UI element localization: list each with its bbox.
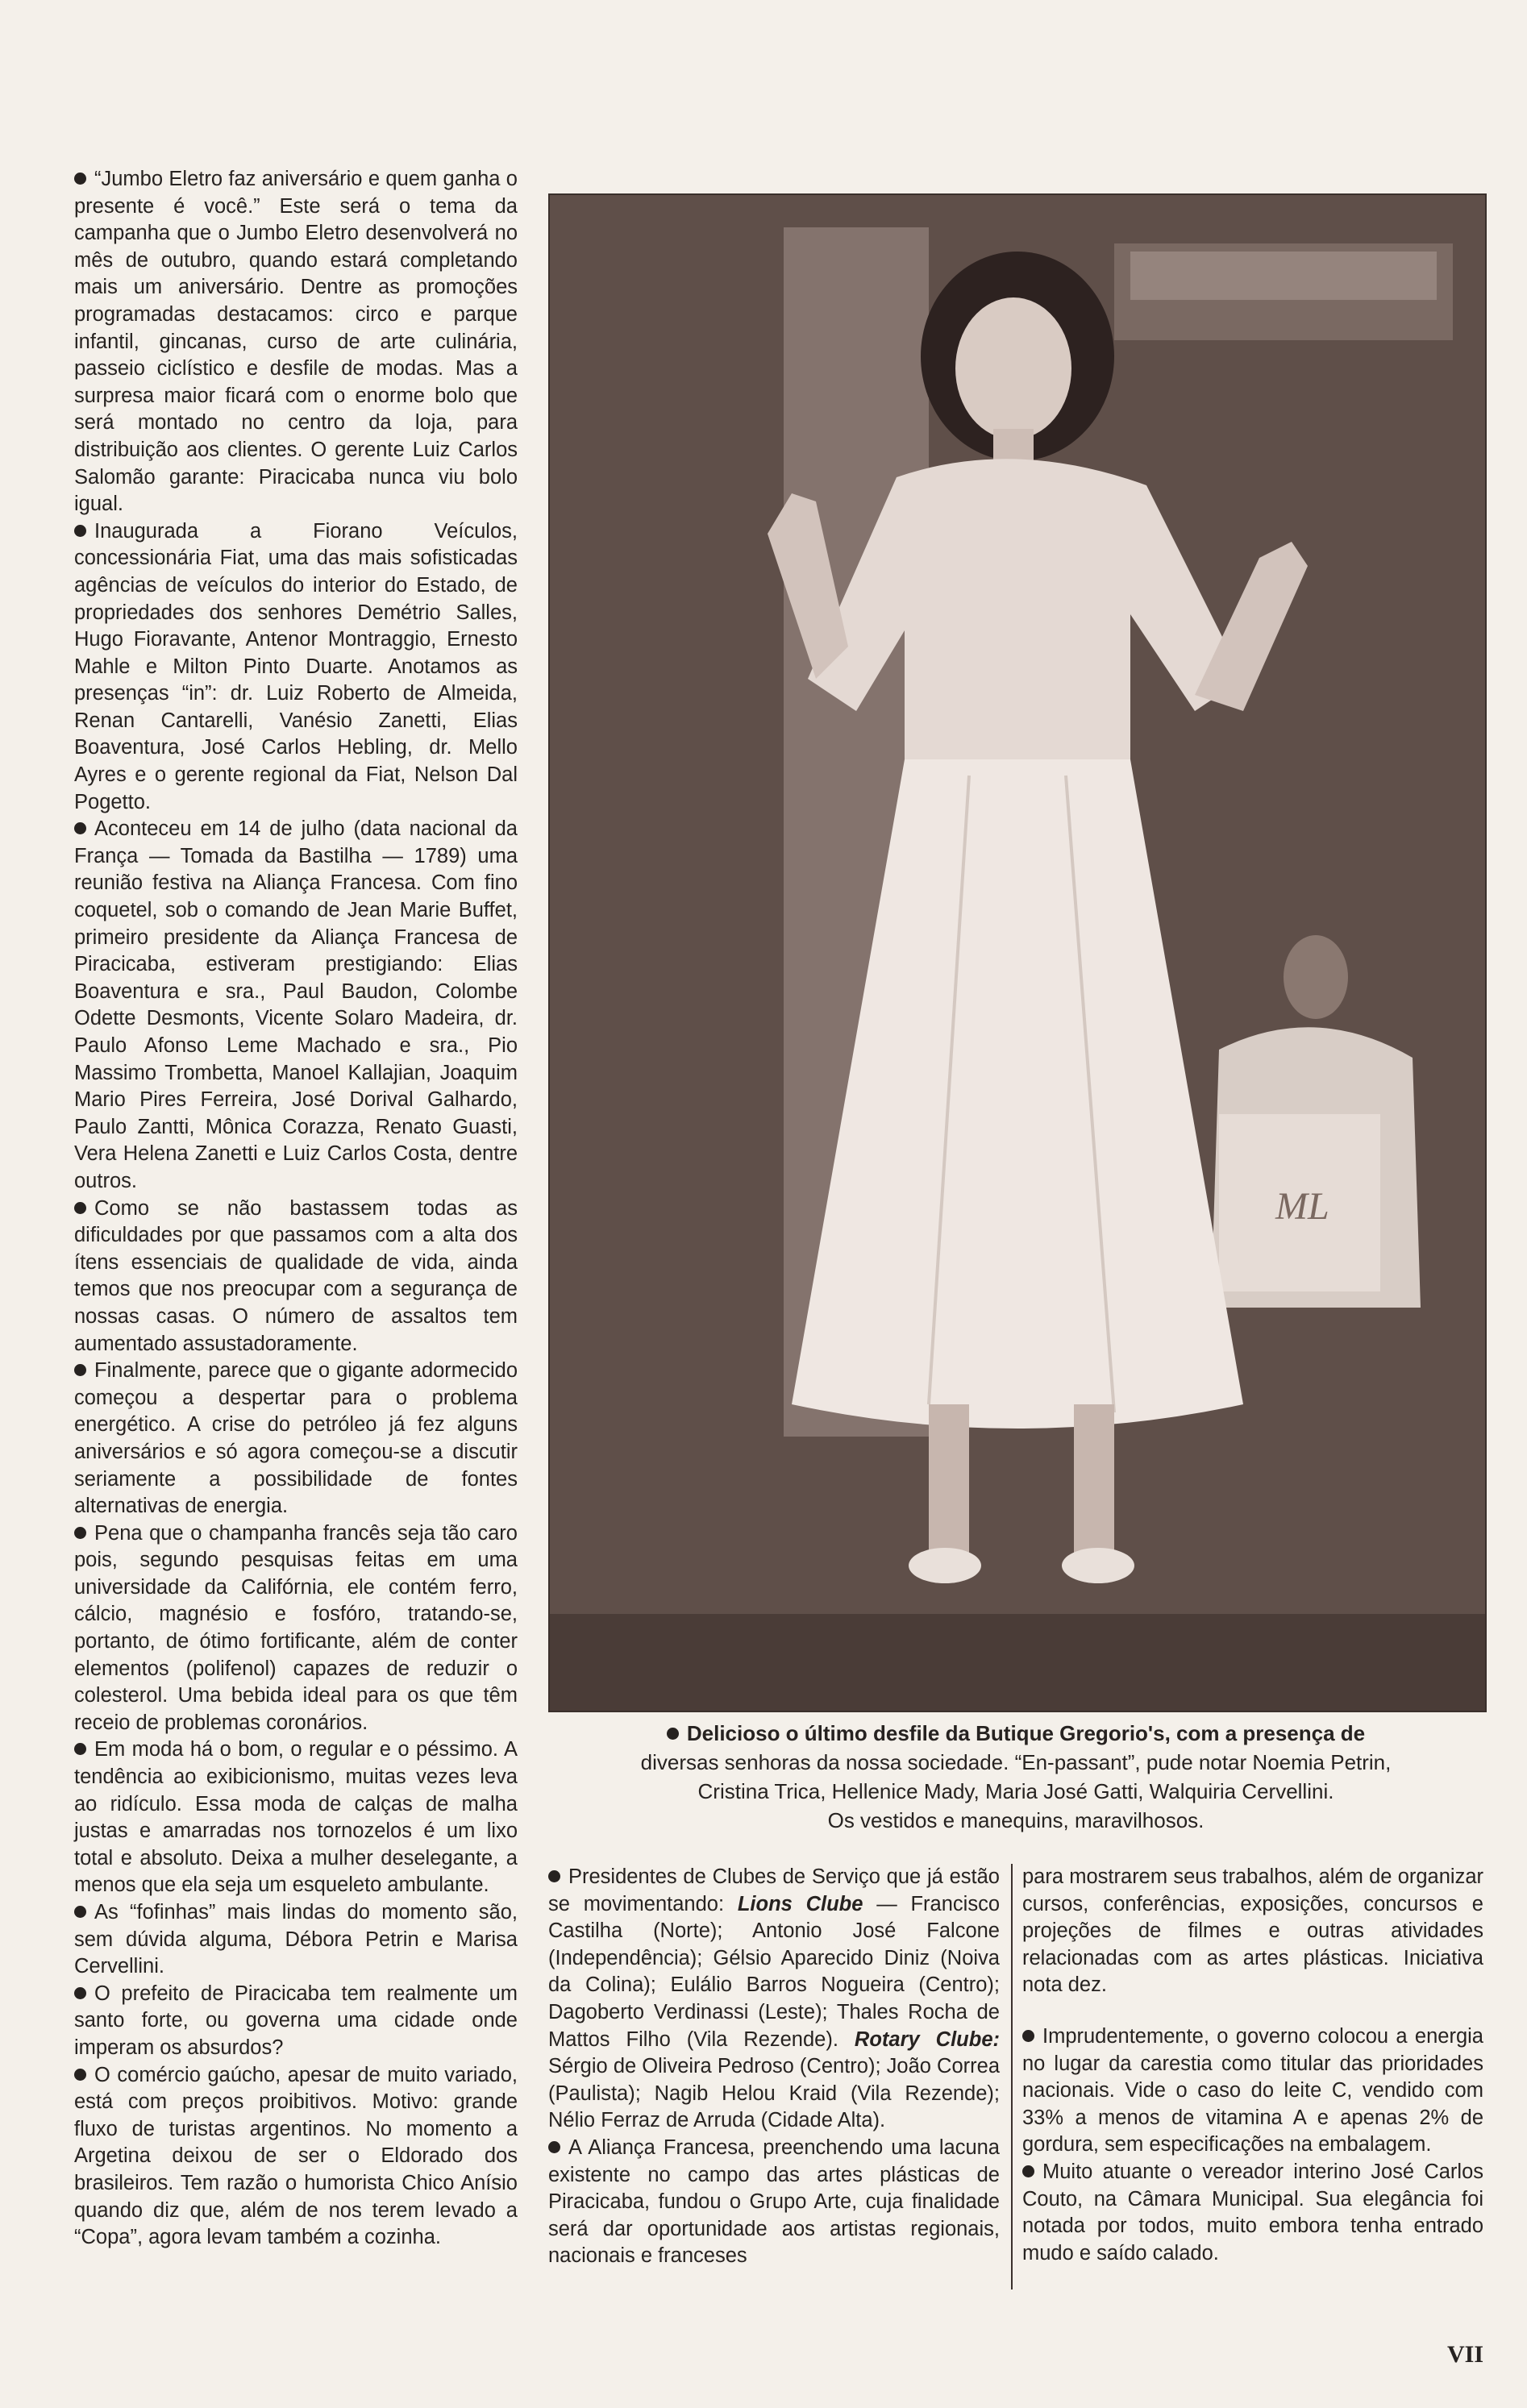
paragraph-comercio-gaucho: O comércio gaúcho, apesar de muito variado, está com preços proibitivos. Motivo: grande fluxo de turistas argentinos. No momento a Argetina deixou de ser o Eldorado dos brasileiros. Tem razão o humorista Chico Anísio quando diz que, além de nos terem levado a “Copa”, agora levam também a cozinha. — [74, 2063, 518, 2249]
column-divider — [1011, 1864, 1013, 2289]
rotary-clube-label: Rotary Clube: — [854, 2027, 1000, 2051]
caption-line: diversas senhoras da nossa sociedade. “En-passant”, pude notar Noemia Petrin, — [640, 1750, 1392, 1774]
paragraph-fofinhas: As “fofinhas” mais lindas do momento são, sem dúvida alguma, Débora Petrin e Marisa Cervellini. — [74, 1901, 518, 1978]
bullet-icon — [74, 173, 86, 185]
bullet-icon — [1022, 2165, 1034, 2177]
page-number: VII — [1446, 2341, 1483, 2368]
paragraph-jumbo-eletro: “Jumbo Eletro faz aniversário e quem ganha o presente é você.” Este será o tema da campanha que o Jumbo Eletro desenvolverá no mês de outubro, quando estará completando mais um aniversário. Dentre as promoções programadas destacamos: circo e parque infantil, gincanas, curso de arte culinária, passeio ciclístico e desfile de modas. Mas a surpresa maior ficará com o enorme bolo que será montado no centro da loja, para distribuição aos clientes. O gerente Luiz Carlos Salomão garante: Piracicaba nunca viu bolo igual. — [74, 168, 518, 516]
caption-line: Delicioso o último desfile da Butique Gregorio's, com a presença de — [548, 1719, 1483, 1748]
paragraph-alianca-reuniao: Aconteceu em 14 de julho (data nacional da França — Tomada da Bastilha — 1789) uma reunião festiva na Aliança Francesa. Com fino coquetel, sob o comando de Jean Marie Buffet, primeiro presidente da Aliança Francesa de Piracicaba, estiveram prestigiando: Elias Boaventura e sra., Paul Baudon, Colombe Odette Desmonts, Vicente Solaro Madeira, dr. Paulo Afonso Leme Machado e sra., Pio Massimo Trombetta, Manoel Kallajian, Joaquim Mario Pires Ferreira, José Dorival Galhardo, Paulo Zantti, Mônica Corazza, Renato Guasti, Vera Helena Zanetti e Luiz Carlos Costa, dentre outros. — [74, 817, 518, 1192]
middle-column — [548, 1864, 1000, 2270]
bullet-icon — [74, 1202, 86, 1214]
paragraph-fiorano: Inaugurada a Fiorano Veículos, concessionária Fiat, uma das mais sofisticadas agências de veículos do interior do Estado, de propriedades dos senhores Demétrio Salles, Hugo Fioravante, Antenor Montraggio, Ernesto Mahle e Milton Pinto Duarte. Anotamos as presenças “in”: dr. Luiz Roberto de Almeida, Renan Cantarelli, Vanésio Zanetti, Elias Boaventura, José Carlos Hebling, dr. Mello Ayres e o gerente regional da Fiat, Nelson Dal Pogetto. — [74, 519, 518, 813]
bullet-icon — [548, 1870, 560, 1882]
paragraph-vereador: Muito atuante o vereador interino José Carlos Couto, na Câmara Municipal. Sua elegância foi notada por todos, muito embora tenha entrado mudo e saído calado. — [1022, 2160, 1483, 2265]
bullet-icon — [74, 2069, 86, 2081]
fashion-show-photo — [548, 193, 1487, 1712]
paragraph-leite-c: Imprudentemente, o governo colocou a energia no lugar da carestia como titular das prioridades nacionais. Vide o caso do leite C, vendido com 33% a menos de vitamina A e apenas 2% de gordura, sem especificações na embalagem. — [1022, 2024, 1483, 2156]
paragraph-clubes: Presidentes de Clubes de Serviço que já estão se movimentando: Lions Clube — Francisco Castilha (Norte); Antonio José Falcone (Independência); Gélsio Aparecido Diniz (Noiva da Colina); Eulálio Barros Nogueira (Centro); Dagoberto Verdinassi (Leste); Thales Rocha de Mattos Filho (Vila Rezende). Rotary Clube: Sérgio de Oliveira Pedroso (Centro); João Correa (Paulista); Nagib Helou Kraid (Vila Rezende); Nélio Ferraz de Arruda (Cidade Alta). — [548, 1865, 1001, 2132]
bullet-icon — [74, 1364, 86, 1376]
paragraph-grupo-arte-cont: para mostrarem seus trabalhos, além de organizar cursos, conferências, exposições, concursos e projeções de filmes e outras atividades relacionadas com as artes plásticas. Iniciativa nota dez. — [1022, 1865, 1483, 1997]
model-illustration — [550, 195, 1485, 1711]
bullet-icon — [74, 1743, 86, 1755]
bullet-icon — [1022, 2030, 1034, 2042]
paragraph-energia: Finalmente, parece que o gigante adormecido começou a despertar para o problema energético. A crise do petróleo já fez alguns aniversários e só agora começou-se a discutir seriamente a possibilidade de fontes alternativas de energia. — [74, 1359, 518, 1518]
paragraph-seguranca: Como se não bastassem todas as dificuldades por que passamos com a alta dos ítens essenciais de qualidade de vida, ainda temos que nos preocupar com a segurança de nossas casas. O número de assaltos tem aumentado assustadoramente. — [74, 1196, 518, 1355]
caption-line: Os vestidos e manequins, maravilhosos. — [827, 1808, 1205, 1832]
lions-clube-label: Lions Clube — [737, 1892, 863, 1915]
bullet-icon — [667, 1728, 679, 1740]
right-column — [1022, 1864, 1483, 2267]
bullet-icon — [74, 525, 86, 537]
monogram-text: ML — [1275, 1185, 1329, 1228]
paragraph-champanha: Pena que o champanha francês seja tão caro pois, segundo pesquisas feitas em uma universidade da Califórnia, ele contém ferro, cálcio, magnésio e fosfóro, tratando-se, portanto, de ótimo fortificante, além de conter elementos (polifenol) capazes de reduzir o colesterol. Uma bebida ideal para os que têm receio de problemas coronários. — [74, 1521, 518, 1734]
bullet-icon — [74, 1987, 86, 1999]
caption-line: Cristina Trica, Hellenice Mady, Maria José Gatti, Walquiria Cervellini. — [697, 1779, 1334, 1803]
photo-block — [548, 193, 1483, 1835]
bullet-icon — [74, 1527, 86, 1539]
bullet-icon — [74, 822, 86, 834]
paragraph-grupo-arte: A Aliança Francesa, preenchendo uma lacuna existente no campo das artes plásticas de Piracicaba, fundou o Grupo Arte, cuja finalidade será dar oportunidade aos artistas regionais, nacionais e franceses — [548, 2136, 1000, 2268]
left-column — [74, 166, 518, 2252]
bullet-icon — [548, 2141, 560, 2153]
paragraph-moda: Em moda há o bom, o regular e o péssimo. A tendência ao exibicionismo, muitas vezes leva ao ridículo. Essa moda de calças de malha justas e amarradas nos tornozelos é um lixo total e absoluto. Deixa a mulher deselegante, a menos que ela seja um esqueleto ambulante. — [74, 1738, 518, 1897]
bullet-icon — [74, 1906, 86, 1918]
paragraph-prefeito: O prefeito de Piracicaba tem realmente um santo forte, ou governa uma cidade onde imperam os absurdos? — [74, 1982, 518, 2059]
photo-caption — [548, 1719, 1483, 1835]
